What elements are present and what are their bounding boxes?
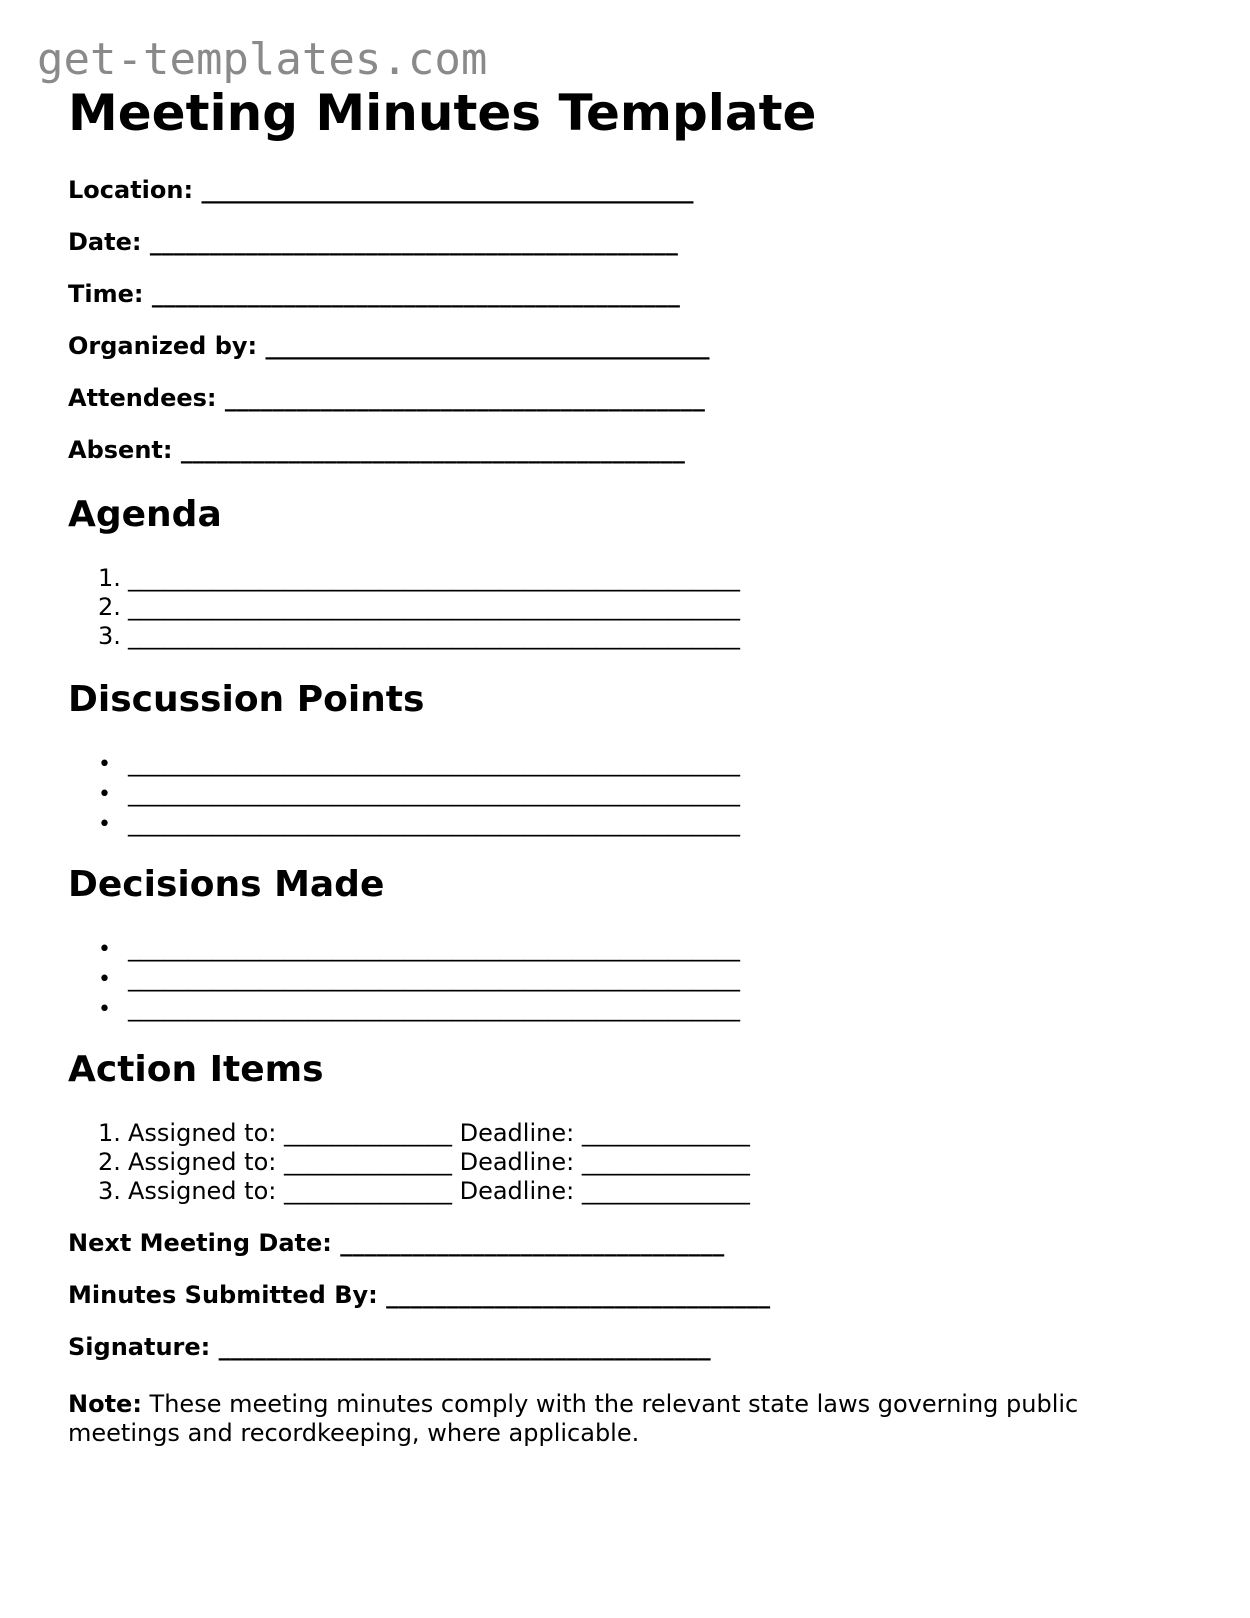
discussion-item[interactable] [98,779,740,809]
absent-label: Absent: [68,436,173,464]
signature-label: Signature: [68,1333,211,1361]
date-label: Date: [68,228,142,256]
agenda-list [98,564,740,651]
list-number: 2. [98,593,121,621]
bullet-icon: • [98,782,111,807]
decision-line[interactable]: ___________________________________________________ [128,934,740,962]
list-number: 1. [98,564,121,592]
decisions-list [98,934,740,1024]
agenda-item[interactable] [98,564,740,593]
action-items-heading: Action Items [68,1049,324,1090]
organized-by-label: Organized by: [68,332,258,360]
decision-item[interactable] [98,964,740,994]
discussion-line[interactable]: ___________________________________________________ [128,749,740,777]
discussion-list [98,749,740,839]
attendees-line[interactable]: ________________________________________ [224,384,705,412]
minutes-submitted-by-line[interactable]: ________________________________ [386,1281,771,1309]
location-field[interactable] [68,178,693,202]
decisions-heading: Decisions Made [68,864,385,905]
action-item-text[interactable]: Assigned to: ______________ Deadline: ______________ [128,1148,750,1176]
bullet-icon: • [98,967,111,992]
list-number: 2. [98,1148,121,1176]
action-item[interactable] [98,1119,750,1148]
bullet-icon: • [98,937,111,962]
location-line[interactable]: _________________________________________ [201,176,694,204]
time-field[interactable] [68,282,680,306]
location-label: Location: [68,176,194,204]
page-title: Meeting Minutes Template [68,84,817,142]
agenda-line[interactable]: ___________________________________________________ [128,564,740,592]
decision-item[interactable] [98,934,740,964]
decision-line[interactable]: ___________________________________________________ [128,994,740,1022]
list-number: 3. [98,622,121,650]
agenda-line[interactable]: ___________________________________________________ [128,593,740,621]
discussion-line[interactable]: ___________________________________________________ [128,779,740,807]
minutes-submitted-by-field[interactable] [68,1283,770,1307]
agenda-item[interactable] [98,622,740,651]
decision-item[interactable] [98,994,740,1024]
next-meeting-date-label: Next Meeting Date: [68,1229,332,1257]
discussion-item[interactable] [98,809,740,839]
action-item-text[interactable]: Assigned to: ______________ Deadline: ______________ [128,1119,750,1147]
time-label: Time: [68,280,144,308]
bullet-icon: • [98,997,111,1022]
date-field[interactable] [68,230,678,254]
agenda-line[interactable]: ___________________________________________________ [128,622,740,650]
discussion-heading: Discussion Points [68,679,425,720]
list-number: 1. [98,1119,121,1147]
action-items-list [98,1119,750,1206]
attendees-label: Attendees: [68,384,217,412]
discussion-item[interactable] [98,749,740,779]
action-item-text[interactable]: Assigned to: ______________ Deadline: ______________ [128,1177,750,1205]
action-item[interactable] [98,1177,750,1206]
bullet-icon: • [98,752,111,777]
date-line[interactable]: ____________________________________________ [149,228,678,256]
action-item[interactable] [98,1148,750,1177]
list-number: 3. [98,1177,121,1205]
organized-by-field[interactable] [68,334,710,358]
note-text: These meeting minutes comply with the relevant state laws governing public meetings and recordkeeping, where applicable. [68,1390,1079,1447]
next-meeting-date-line[interactable]: ________________________________ [340,1229,725,1257]
time-line[interactable]: ____________________________________________ [151,280,680,308]
discussion-line[interactable]: ___________________________________________________ [128,809,740,837]
signature-line[interactable]: _________________________________________ [218,1333,711,1361]
attendees-field[interactable] [68,386,705,410]
next-meeting-date-field[interactable] [68,1231,724,1255]
agenda-item[interactable] [98,593,740,622]
watermark: get-templates.com [37,34,488,85]
agenda-heading: Agenda [68,494,222,535]
minutes-submitted-by-label: Minutes Submitted By: [68,1281,378,1309]
signature-field[interactable] [68,1335,711,1359]
absent-line[interactable]: __________________________________________ [180,436,685,464]
decision-line[interactable]: ___________________________________________________ [128,964,740,992]
organized-by-line[interactable]: _____________________________________ [265,332,710,360]
bullet-icon: • [98,812,111,837]
compliance-note [68,1390,1118,1448]
absent-field[interactable] [68,438,685,462]
note-label: Note: [68,1390,142,1418]
